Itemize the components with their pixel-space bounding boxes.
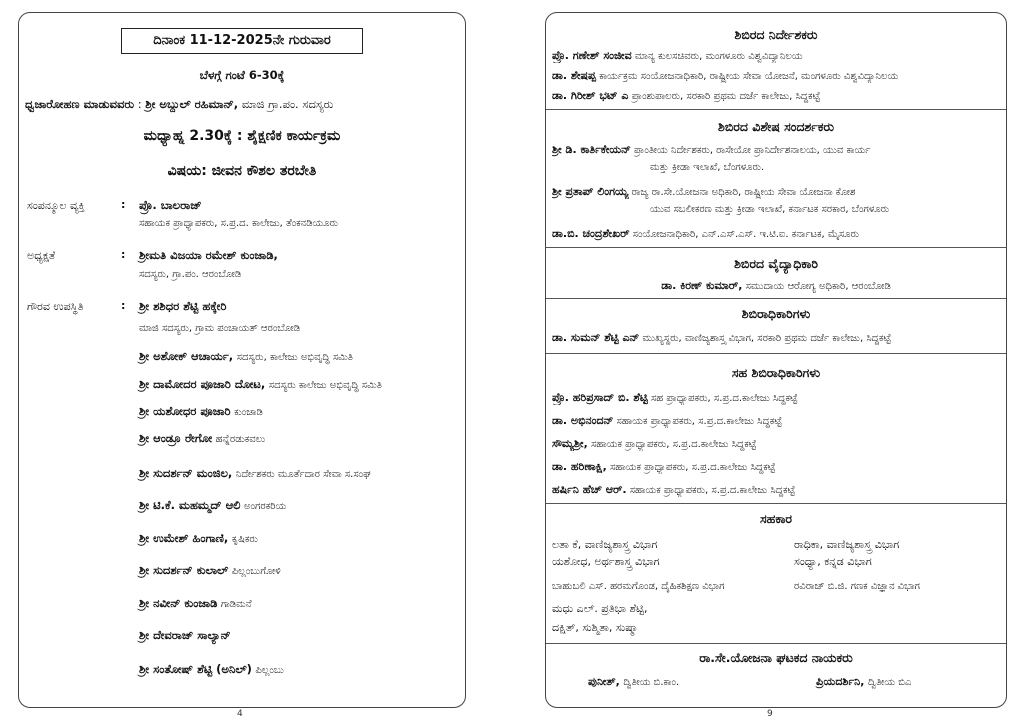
director-item (552, 69, 1002, 83)
guest-name: ಶ್ರೀ ಉಮೇಶ್ ಹಿಂಗಾಣಿ, (139, 531, 229, 545)
visitor-name: ಶ್ರೀ ಪ್ರತಾಪ್ ಲಿಂಗಯ್ಯ (552, 185, 629, 198)
guest-item (139, 404, 263, 419)
medical-desc: ಸಮುದಾಯ ಆರೋಗ್ಯ ಅಧಿಕಾರಿ, ಆರಂಬೋಡಿ (745, 281, 891, 292)
colon: : (121, 248, 126, 261)
co-officer-item (552, 483, 1002, 497)
visitor-desc: ಪ್ರಾಂತೀಯ ನಿರ್ದೇಶಕರು, ರಾಸೇಯೋ ಪ್ರಾನಿರ್ದೇಶನಾಲಯ, ಯುವ ಕಾರ್ಯ (634, 145, 871, 156)
guest-name: ಶ್ರೀ ಯಶೋಧರ ಪೂಜಾರಿ (139, 404, 231, 418)
guest-desc: ನಿರ್ದೇಶಕರು ಮೂರ್ತೆದಾರ ಸೇವಾ ಸ.ಸಂಘ (235, 469, 371, 480)
guest-item (139, 596, 252, 611)
co-officers-title: ಸಹ ಶಿಬಿರಾಧಿಕಾರಿಗಳು (731, 365, 821, 380)
officer-item (552, 331, 1002, 345)
guest-item (139, 431, 265, 446)
medical-name: ಡಾ. ಕಿರಣ್ ಕುಮಾರ್, (661, 279, 743, 292)
colon: : (121, 299, 126, 312)
guest-item (139, 466, 371, 481)
guest-item (139, 531, 258, 546)
director-name: ಡಾ. ಗಿರೀಶ್ ಭಟ್ ಎ (552, 89, 629, 102)
page-number: 9 (767, 709, 773, 719)
guest-item (139, 662, 284, 677)
guest-item (139, 563, 281, 578)
guest-name: ಶ್ರೀ ದಾಮೋದರ ಪೂಜಾರಿ ದೋಟ, (139, 377, 266, 391)
helper-left: ದಕ್ಷಿತ್, ಸುಶ್ಮಿತಾ, ಸುಷ್ಮಾ (552, 621, 639, 634)
unit-leader-right (816, 675, 911, 689)
guests-label: ಗೌರವ ಉಪಸ್ಥಿತಿ (27, 300, 84, 313)
medical-officer (546, 279, 1006, 293)
guest-desc: ಪಿಲ್ಲಂಬುಗೋಳಿ (231, 566, 281, 577)
guest-name: ಶ್ರೀ ದೇವರಾಜ್ ಸಾಲ್ಯಾನ್ (139, 628, 231, 642)
director-item (552, 89, 1002, 103)
visitor-desc-cont: ಮತ್ತು ಕ್ರೀಡಾ ಇಲಾಖೆ, ಬೆಂಗಳೂರು. (650, 162, 765, 173)
co-officer-item (552, 437, 1002, 451)
resource-person-desc: ಸಹಾಯಕ ಪ್ರಾಧ್ಯಾಪಕರು, ಸ.ಪ್ರ.ದ. ಕಾಲೇಜು, ತೆಂಕನಡಿಯೂರು (139, 218, 339, 229)
section-divider (546, 643, 1006, 644)
guest-name: ಶ್ರೀ ಸುದರ್ಶನ್ ಮಂಜಿಲ, (139, 466, 233, 480)
section-divider (546, 247, 1006, 248)
guest-desc: ಹನ್ನೆರಡುಕವಲು (215, 434, 266, 445)
guest-name: ಶ್ರೀ ಟಿ.ಕೆ. ಮಹಮ್ಮದ್ ಆಲಿ (139, 498, 241, 512)
left-page (18, 12, 466, 708)
officers-title: ಶಿಬಿರಾಧಿಕಾರಿಗಳು (741, 306, 811, 321)
colon: : (121, 198, 126, 211)
section-divider (546, 353, 1006, 354)
helper-right: ರವಿರಾಜ್ ಬಿ.ಜಿ. ಗಣಕ ವಿಜ್ಞಾನ ವಿಭಾಗ (794, 581, 920, 592)
guest-name: ಶ್ರೀ ನವೀನ್ ಕುಂಜಾಡಿ (139, 596, 218, 610)
guest-item (139, 349, 353, 364)
guest-name: ಶ್ರೀ ಆಂಡ್ರೂ ರೇಗೋ (139, 431, 213, 445)
president-label: ಅಧ್ಯಕ್ಷತೆ (27, 249, 56, 262)
visitor-name: ಶ್ರೀ ಡಿ. ಕಾರ್ತಿಕೇಯನ್ (552, 143, 631, 156)
visitor-desc: ರಾಜ್ಯ ರಾ.ಸೇ.ಯೋಜನಾ ಅಧಿಕಾರಿ, ರಾಷ್ಟ್ರೀಯ ಸೇವಾ ಯೋಜನಾ ಕೋಶ (631, 187, 856, 198)
co-officer-item (552, 414, 1002, 428)
co-officer-item (552, 460, 1002, 474)
director-desc: ಮಾನ್ಯ ಕುಲಸಚಿವರು, ಮಂಗಳೂರು ವಿಶ್ವವಿದ್ಯಾನಿಲಯ (634, 51, 803, 62)
helpers-title: ಸಹಕಾರ (760, 511, 792, 526)
guest-desc: ಸದಸ್ಯರು, ಕಾಲೇಜು ಅಭಿವೃದ್ಧಿ ಸಮಿತಿ (236, 352, 353, 363)
guest-name: ಶ್ರೀ ಅಶೋಕ್ ಆಚಾರ್ಯ, (139, 349, 234, 363)
officer-name: ಡಾ. ಸುಮನ್ ಶೆಟ್ಟಿ ಎನ್ (552, 331, 640, 344)
unit-leaders-title: ರಾ.ಸೇ.ಯೋಜನಾ ಘಟಕದ ನಾಯಕರು (699, 650, 853, 665)
co-officer-item (552, 391, 1002, 405)
helper-left: ಲತಾ ಕೆ, ವಾಣಿಜ್ಯಶಾಸ್ತ್ರ ವಿಭಾಗ (552, 538, 658, 551)
helper-left: ಮಧು ಎಲ್. ಪ್ರತಿಭಾ ಶೆಟ್ಟಿ, (552, 602, 648, 615)
resource-person-name (139, 198, 202, 213)
guest-first-name (139, 299, 226, 314)
unit-leader-desc: ದ್ವಿತೀಯ ಬಿಎ (867, 677, 912, 688)
director-desc: ಪ್ರಾಂಶುಪಾಲರು, ಸರಕಾರಿ ಪ್ರಥಮ ದರ್ಜೆ ಕಾಲೇಜು, ಸಿದ್ಧಕಟ್ಟೆ (631, 91, 821, 102)
guest-item (139, 498, 286, 513)
guest-desc: ಅಂಗರಕರಿಯ (244, 501, 287, 512)
subject-heading: ವಿಷಯ: ಜೀವನ ಕೌಶಲ ತರಬೇತಿ (167, 163, 317, 179)
resource-person-label: ಸಂಪನ್ಮೂಲ ವ್ಯಕ್ತಿ (27, 199, 85, 212)
co-officer-name: ಡಾ. ಅಭಿನಂದನ್ (552, 414, 614, 427)
guest-name: ಶ್ರೀ ಸುದರ್ಶನ್ ಕುಲಾಲ್ (139, 563, 229, 577)
visitor-desc-cont: ಯುವ ಸಬಲೀಕರಣ ಮತ್ತು ಕ್ರೀಡಾ ಇಲಾಖೆ, ಕರ್ನಾಟಕ ಸರಕಾರ, ಬೆಂಗಳೂರು (650, 204, 890, 215)
helper-left: ಬಾಹುಬಲಿ ಎಸ್. ಹರಮಗೊಂಡ, ದೈಹಿಕಶಿಕ್ಷಣ ವಿಭಾಗ (552, 581, 725, 592)
co-officer-name: ಹರ್ಷಿನಿ ಹೆಚ್ ಆರ್. (552, 483, 627, 496)
unit-leader-name: ಪುನೀತ್, (588, 675, 620, 688)
afternoon-session: ಮಧ್ಯಾಹ್ನ 2.30ಕ್ಕೆ : ಶೈಕ್ಷಣಿಕ ಕಾರ್ಯಕ್ರಮ (143, 128, 341, 144)
co-officer-name: ಡಾ. ಹರಿಣಾಕ್ಷಿ, (552, 460, 607, 473)
guest-desc: ಗಾಡಿಮನೆ (220, 599, 252, 610)
section-divider (546, 109, 1006, 110)
date-box: ದಿನಾಂಕ 11-12-2025ನೇ ಗುರುವಾರ (121, 28, 363, 54)
visitor-item (552, 185, 1002, 199)
helper-right: ರಾಧಿಕಾ, ವಾಣಿಜ್ಯಶಾಸ್ತ್ರ ವಿಭಾಗ (794, 538, 900, 551)
guest-desc: ಪಿಲ್ಲಂಬು (255, 665, 284, 676)
co-officer-name: ಪ್ರೊ. ಹರಿಪ್ರಸಾದ್ ಬಿ. ಶೆಟ್ಟಿ (552, 391, 648, 404)
flag-hoisting-name: ಶ್ರೀ ಅಬ್ದುಲ್ ರಹಿಮಾನ್, (145, 97, 239, 111)
helper-right: ಸಂಧ್ಯಾ, ಕನ್ನಡ ವಿಭಾಗ (794, 555, 872, 568)
page-number: 4 (237, 709, 243, 719)
guest-first-name-text: ಶ್ರೀ ಶಶಿಧರ ಶೆಟ್ಟಿ ಹಕ್ಕೇರಿ (139, 299, 227, 313)
co-officer-desc: ಸಹ ಪ್ರಾಧ್ಯಾಪಕರು, ಸ.ಪ್ರ.ದ.ಕಾಲೇಜು ಸಿದ್ಧಕಟ್ಟೆ (651, 393, 798, 404)
visitor-item (552, 143, 1002, 157)
guest-name: ಶ್ರೀ ಸಂತೋಷ್ ಶೆಟ್ಟಿ (ಅನಿಲ್) (139, 662, 252, 676)
unit-leader-desc: ದ್ವಿತೀಯ ಬಿ.ಕಾಂ. (623, 677, 680, 688)
unit-leader-left (588, 675, 679, 689)
co-officer-desc: ಸಹಾಯಕ ಪ್ರಾಧ್ಯಾಪಕರು, ಸ.ಪ್ರ.ದ.ಕಾಲೇಜು ಸಿದ್ಧಕಟ್ಟೆ (590, 439, 757, 450)
morning-time: ಬೆಳಗ್ಗೆ ಗಂಟೆ 6-30ಕ್ಕೆ (199, 68, 285, 82)
co-officer-desc: ಸಹಾಯಕ ಪ್ರಾಧ್ಯಾಪಕರು, ಸ.ಪ್ರ.ದ.ಕಾಲೇಜು ಸಿದ್ಧಕಟ್ಟೆ (616, 416, 782, 427)
right-page (545, 12, 1007, 708)
flag-hoisting-row: ಧ್ವಜಾರೋಹಣ ಮಾಡುವವರು : ಶ್ರೀ ಅಬ್ದುಲ್ ರಹಿಮಾನ್, ಮಾಜಿ ಗ್ರಾ.ಪಂ. ಸದಸ್ಯರು (25, 97, 334, 111)
helper-left: ಯಶೋಧ, ಅರ್ಥಶಾಸ್ತ್ರ ವಿಭಾಗ (552, 555, 660, 568)
guest-first-desc: ಮಾಜಿ ಸದಸ್ಯರು, ಗ್ರಾಮ ಪಂಚಾಯತ್ ಆರಂಬೋಡಿ (139, 323, 301, 334)
directors-title: ಶಿಬಿರದ ನಿರ್ದೇಶಕರು (734, 27, 818, 42)
visitors-title: ಶಿಬಿರದ ವಿಶೇಷ ಸಂದರ್ಶಕರು (718, 119, 834, 134)
president-name-text: ಶ್ರೀಮತಿ ವಿಜಯಾ ರಮೇಶ್ ಕುಂಜಾಡಿ, (139, 248, 278, 262)
director-name: ಡಾ. ಶೇಷಪ್ಪ (552, 69, 596, 82)
visitor-item (552, 227, 1002, 241)
co-officer-desc: ಸಹಾಯಕ ಪ್ರಾಧ್ಯಾಪಕರು, ಸ.ಪ್ರ.ದ.ಕಾಲೇಜು ಸಿದ್ಧಕಟ್ಟೆ (610, 462, 776, 473)
guest-desc: ಕುಂಜಾಡಿ (234, 407, 263, 418)
guest-desc: ಸದಸ್ಯರು ಕಾಲೇಜು ಅಭಿವೃದ್ಧಿ ಸಮಿತಿ (268, 380, 382, 391)
co-officer-name: ಸೌಮ್ಯಶ್ರೀ, (552, 437, 588, 450)
flag-hoisting-label: ಧ್ವಜಾರೋಹಣ ಮಾಡುವವರು (25, 97, 135, 111)
president-desc: ಸದಸ್ಯರು, ಗ್ರಾ.ಪಂ. ಆರಂಬೋಡಿ (139, 269, 242, 280)
president-name (139, 248, 278, 263)
flag-hoisting-desc: ಮಾಜಿ ಗ್ರಾ.ಪಂ. ಸದಸ್ಯರು (241, 97, 334, 111)
resource-person-name-text: ಪ್ರೊ. ಬಾಲರಾಜ್ (139, 198, 202, 212)
guest-item (139, 377, 382, 392)
officer-desc: ಮುಖ್ಯಸ್ಥರು, ವಾಣಿಜ್ಯಶಾಸ್ತ್ರ ವಿಭಾಗ, ಸರಕಾರಿ ಪ್ರಥಮ ದರ್ಜೆ ಕಾಲೇಜು, ಸಿದ್ಧಕಟ್ಟೆ (642, 333, 892, 344)
guest-item (139, 628, 231, 643)
visitor-desc: ಸಂಯೋಜನಾಧಿಕಾರಿ, ಎನ್.ಎಸ್.ಎಸ್. ಇ.ಟಿ.ಐ. ಕರ್ನಾಟಕ, ಮೈಸೂರು (632, 229, 859, 240)
guest-desc: ಕೃಷಿಕರು (231, 534, 258, 545)
visitor-name: ಡಾ.ಬಿ. ಚಂದ್ರಶೇಖರ್ (552, 227, 630, 240)
section-divider (546, 503, 1006, 504)
section-divider (546, 298, 1006, 299)
director-name: ಪ್ರೊ. ಗಣೇಶ್ ಸಂಜೀವ (552, 49, 632, 62)
unit-leader-name: ಪ್ರಿಯದರ್ಶಿನಿ, (816, 675, 865, 688)
director-desc: ಕಾರ್ಯಕ್ರಮ ಸಂಯೋಜನಾಧಿಕಾರಿ, ರಾಷ್ಟ್ರೀಯ ಸೇವಾ ಯೋಜನೆ, ಮಂಗಳೂರು ವಿಶ್ವವಿದ್ಯಾನಿಲಯ (599, 71, 899, 82)
medical-title: ಶಿಬಿರದ ವೈದ್ಯಾಧಿಕಾರಿ (734, 256, 818, 271)
co-officer-desc: ಸಹಾಯಕ ಪ್ರಾಧ್ಯಾಪಕರು, ಸ.ಪ್ರ.ದ.ಕಾಲೇಜು ಸಿದ್ಧಕಟ್ಟೆ (629, 485, 796, 496)
director-item (552, 49, 1002, 63)
